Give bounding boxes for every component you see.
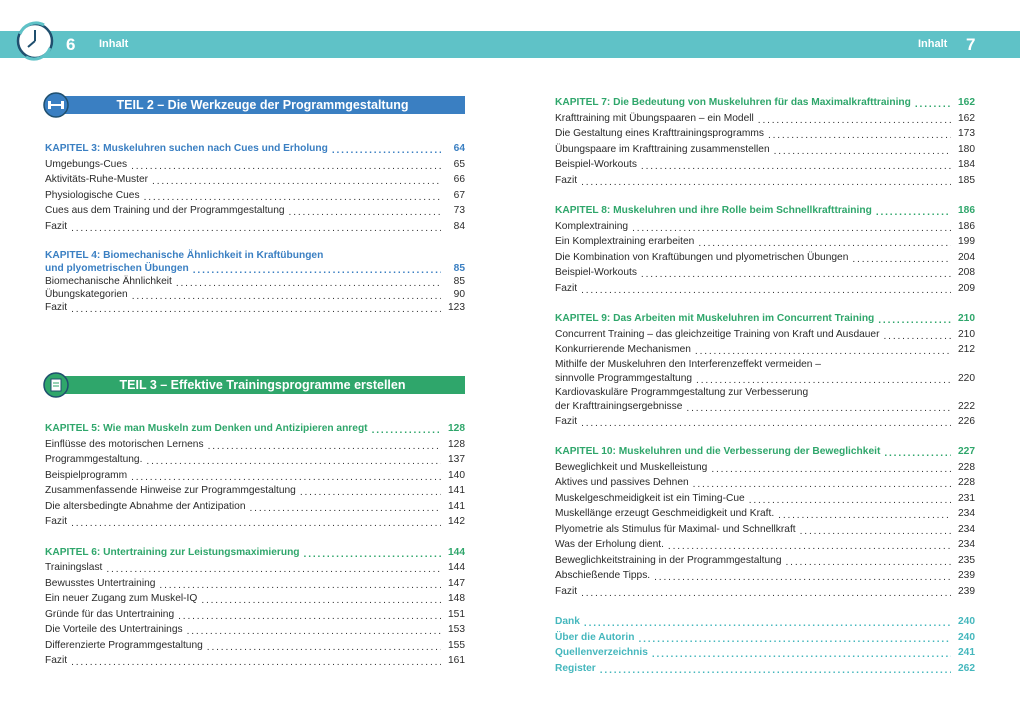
list-item[interactable]: Physiologische Cues . . . 67: [45, 188, 465, 204]
list-item[interactable]: Ein Komplextraining erarbeiten . . . 199: [555, 234, 975, 250]
list-item[interactable]: Was der Erholung dient. . . . 234: [555, 537, 975, 553]
running-head-left: Inhalt: [99, 38, 129, 50]
list-item[interactable]: Die Gestaltung eines Krafttrainingsprogramms . . . 173: [555, 126, 975, 142]
list-item[interactable]: Beispiel-Workouts . . . 208: [555, 265, 975, 281]
list-item[interactable]: Fazit . . . 84: [45, 219, 465, 235]
part-2-title: TEIL 2 – Die Werkzeuge der Programmgestaltung: [116, 98, 409, 112]
list-item[interactable]: Die Kombination von Kraftübungen und plyometrischen Übungen . . . 204: [555, 250, 975, 266]
list-item[interactable]: Gründe für das Untertraining . . . 151: [45, 607, 465, 623]
dumbbell-icon: [43, 92, 69, 118]
list-item[interactable]: Beispielprogramm . . . 140: [45, 468, 465, 484]
list-item[interactable]: Abschießende Tipps. . . . 239: [555, 568, 975, 584]
list-item[interactable]: Bewusstes Untertraining . . . 147: [45, 576, 465, 592]
backmatter-autorin[interactable]: Über die Autorin . . . 240: [555, 630, 975, 646]
list-item[interactable]: Ein neuer Zugang zum Muskel-IQ . . . 148: [45, 591, 465, 607]
list-item[interactable]: Concurrent Training – das gleichzeitige Training von Kraft und Ausdauer . . . 210: [555, 327, 975, 343]
list-item[interactable]: Aktives und passives Dehnen . . . 228: [555, 475, 975, 491]
chapter-5-entry[interactable]: KAPITEL 5: Wie man Muskeln zum Denken und Antizipieren anregt . . . 128: [45, 421, 465, 437]
list-item[interactable]: Fazit . . . 226: [555, 414, 975, 430]
part-3-title: TEIL 3 – Effektive Trainingsprogramme erstellen: [119, 378, 406, 392]
list-item[interactable]: Komplextraining . . . 186: [555, 219, 975, 235]
list-item[interactable]: Einflüsse des motorischen Lernens . . . 128: [45, 437, 465, 453]
list-item[interactable]: Cues aus dem Training und der Programmgestaltung . . . 73: [45, 203, 465, 219]
list-item[interactable]: sinnvolle Programmgestaltung . . . 220: [555, 372, 975, 386]
list-item[interactable]: der Krafttrainingsergebnisse . . . 222: [555, 400, 975, 414]
list-item[interactable]: Beweglichkeitstraining in der Programmgestaltung . . . 235: [555, 553, 975, 569]
chapter-4-title-line1: KAPITEL 4: Biomechanische Ähnlichkeit in Kraftübungen: [45, 250, 324, 261]
running-head-right: Inhalt: [918, 38, 948, 50]
list-item[interactable]: Beweglichkeit und Muskelleistung . . . 228: [555, 460, 975, 476]
list-item[interactable]: Fazit . . . 123: [45, 301, 465, 314]
chapter-3-entry[interactable]: KAPITEL 3: Muskeluhren suchen nach Cues und Erholung . . . 64: [45, 141, 465, 157]
chapter-6-entry[interactable]: KAPITEL 6: Untertraining zur Leistungsmaximierung . . . 144: [45, 545, 465, 561]
list-item[interactable]: Zusammenfassende Hinweise zur Programmgestaltung . . . 141: [45, 483, 465, 499]
chapter-9-entry[interactable]: KAPITEL 9: Das Arbeiten mit Muskeluhren im Concurrent Training . . . 210: [555, 311, 975, 327]
list-item[interactable]: Übungspaare im Krafttraining zusammenstellen . . . 180: [555, 142, 975, 158]
chapter-10-entry[interactable]: KAPITEL 10: Muskeluhren und die Verbesserung der Beweglichkeit . . . 227: [555, 444, 975, 460]
notepad-icon: [43, 372, 69, 398]
list-item[interactable]: Konkurrierende Mechanismen . . . 212: [555, 342, 975, 358]
list-item[interactable]: Aktivitäts-Ruhe-Muster . . . 66: [45, 172, 465, 188]
toc-part-2: [45, 141, 465, 314]
list-item-line1: Kardiovaskuläre Programmgestaltung zur Verbesserung: [555, 386, 809, 398]
chapter-8-entry[interactable]: KAPITEL 8: Muskeluhren und ihre Rolle beim Schnellkrafttraining . . . 186: [555, 203, 975, 219]
backmatter-dank[interactable]: Dank . . . 240: [555, 614, 975, 630]
list-item[interactable]: Fazit . . . 161: [45, 653, 465, 669]
list-item[interactable]: Fazit . . . 185: [555, 173, 975, 189]
toc-part-3: [45, 421, 465, 669]
backmatter-register[interactable]: Register . . . 262: [555, 661, 975, 677]
list-item[interactable]: Programmgestaltung. . . . 137: [45, 452, 465, 468]
list-item[interactable]: Krafttraining mit Übungspaaren – ein Modell . . . 162: [555, 111, 975, 127]
list-item[interactable]: Trainingslast . . . 144: [45, 560, 465, 576]
stopwatch-icon: [14, 20, 56, 62]
list-item[interactable]: Fazit . . . 142: [45, 514, 465, 530]
chapter-7-entry[interactable]: KAPITEL 7: Die Bedeutung von Muskeluhren für das Maximalkrafttraining . . . 162: [555, 95, 975, 111]
list-item[interactable]: Fazit . . . 209: [555, 281, 975, 297]
page-number-left: 6: [66, 35, 76, 54]
list-item[interactable]: Fazit . . . 239: [555, 584, 975, 600]
list-item[interactable]: Beispiel-Workouts . . . 184: [555, 157, 975, 173]
list-item[interactable]: Die altersbedingte Abnahme der Antizipation . . . 141: [45, 499, 465, 515]
list-item[interactable]: Biomechanische Ähnlichkeit . . . 85: [45, 275, 465, 288]
backmatter-quellen[interactable]: Quellenverzeichnis . . . 241: [555, 645, 975, 661]
list-item[interactable]: Muskellänge erzeugt Geschmeidigkeit und Kraft. . . . 234: [555, 506, 975, 522]
list-item-line1: Mithilfe der Muskeluhren den Interferenzeffekt vermeiden –: [555, 358, 821, 370]
part-2-banner: [60, 96, 465, 114]
list-item[interactable]: Differenzierte Programmgestaltung . . . 155: [45, 638, 465, 654]
list-item[interactable]: Umgebungs-Cues . . . 65: [45, 157, 465, 173]
list-item[interactable]: Plyometrie als Stimulus für Maximal- und Schnellkraft . . . 234: [555, 522, 975, 538]
list-item[interactable]: Die Vorteile des Untertrainings . . . 153: [45, 622, 465, 638]
part-3-banner: [60, 376, 465, 394]
list-item[interactable]: Übungskategorien . . . 90: [45, 288, 465, 301]
list-item[interactable]: Muskelgeschmeidigkeit ist ein Timing-Cue . . . 231: [555, 491, 975, 507]
chapter-4-entry[interactable]: und plyometrischen Übungen . . . 85: [45, 262, 465, 275]
header-bar: [0, 31, 1020, 58]
toc-right-page: [555, 95, 975, 676]
page-number-right: 7: [966, 35, 976, 54]
